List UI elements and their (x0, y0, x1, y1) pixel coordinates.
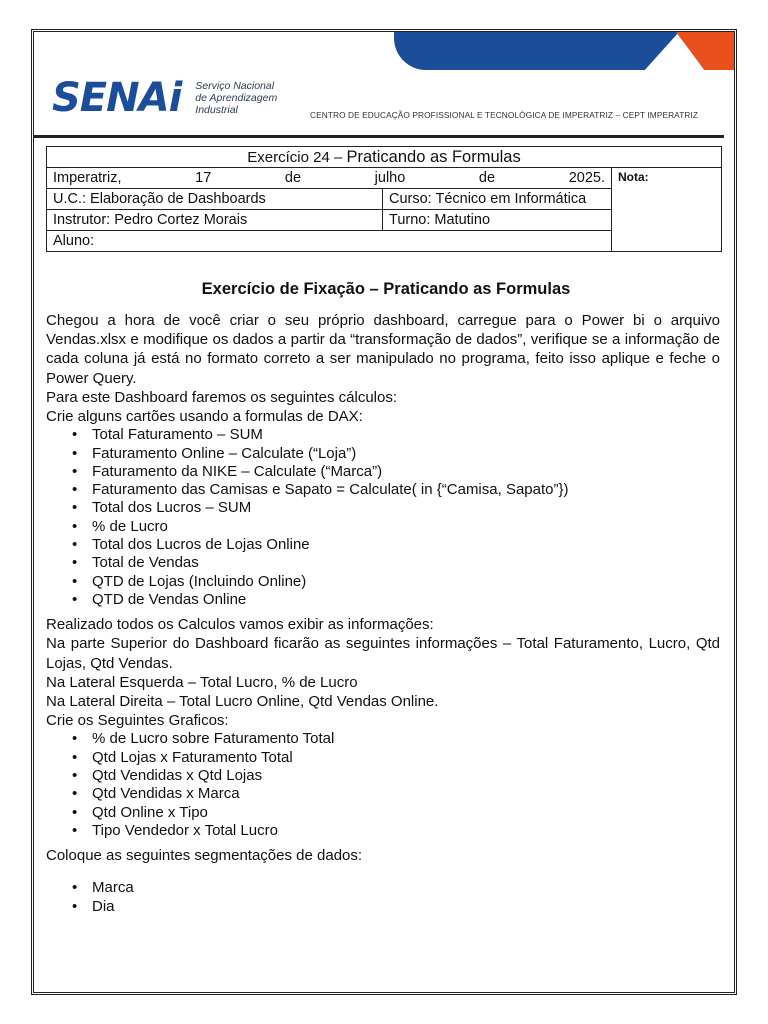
header-rule (34, 135, 724, 138)
list-item: • Total Faturamento – SUM (72, 426, 720, 444)
uc-cell: U.C.: Elaboração de Dashboards (47, 189, 383, 210)
slicers-list (72, 879, 720, 916)
logo-subtitle-line: de Aprendizagem (195, 92, 278, 104)
list-item: • QTD de Lojas (Incluindo Online) (72, 573, 720, 591)
list-item: • Tipo Vendedor x Total Lucro (72, 822, 720, 840)
graficos-intro: Crie os Seguintes Graficos: (46, 712, 229, 730)
list-item: • Qtd Online x Tipo (72, 804, 720, 822)
logo-subtitle-line: Industrial (195, 104, 238, 116)
date-part: de (478, 170, 496, 186)
date-part: julho (374, 170, 406, 186)
document-title: Exercício de Fixação – Praticando as Formulas (201, 280, 571, 298)
document-body (46, 280, 720, 916)
list-item: • % de Lucro sobre Faturamento Total (72, 730, 720, 748)
center-name: CENTRO DE EDUCAÇÃO PROFISSIONAL E TECNOLÓGICA DE IMPERATRIZ – CEPT IMPERATRIZ (310, 110, 699, 120)
aluno-field[interactable]: Aluno: (47, 231, 612, 252)
intro-paragraph: Chegou a hora de você criar o seu próprio dashboard, carregue para o Power bi o arquivo Vendas.xlsx e modifique os dados a partir da “transformação de dados”, verifique se a informação de cada coluna já está no formato correto a ser manipulado no programa, feito isso aplique e feche o Power Query. (46, 312, 720, 387)
instrutor-cell: Instrutor: Pedro Cortez Morais (47, 210, 383, 231)
cards-list (72, 426, 720, 609)
list-item: • Qtd Vendidas x Qtd Lojas (72, 767, 720, 785)
spacer (46, 865, 720, 879)
list-item: • Dia (72, 898, 720, 916)
list-item: • Total de Vendas (72, 554, 720, 572)
date-line (53, 170, 605, 186)
header-orange-stripe (676, 32, 734, 70)
turno-cell: Turno: Matutino (383, 210, 612, 231)
date-part: de (284, 170, 302, 186)
curso-cell: Curso: Técnico em Informática (383, 189, 612, 210)
logo-subtitle-line: Serviço Nacional (195, 80, 275, 92)
realizado-paragraph: Realizado todos os Calculos vamos exibir as informações: (46, 616, 434, 634)
logo-wordmark: SENAi (52, 75, 182, 121)
senai-logo (52, 75, 278, 121)
segmentacoes-intro: Coloque as seguintes segmentações de dados: (46, 847, 363, 865)
direita-paragraph: Na Lateral Direita – Total Lucro Online, Qtd Vendas Online. (46, 693, 439, 710)
list-item: • % de Lucro (72, 518, 720, 536)
charts-list (72, 730, 720, 840)
nota-cell[interactable]: Nota: (612, 168, 722, 252)
exercise-title-main: Praticando as Formulas (346, 147, 521, 166)
header-blue-stripe (394, 32, 679, 70)
document-header (34, 32, 734, 136)
exercise-title-prefix: Exercício 24 – (247, 148, 347, 166)
list-item: • Qtd Vendidas x Marca (72, 785, 720, 803)
exercise-info-table (46, 146, 722, 252)
list-item: • Faturamento das Camisas e Sapato = Calculate( in {“Camisa, Sapato”}) (72, 481, 720, 499)
esquerda-paragraph: Na Lateral Esquerda – Total Lucro, % de Lucro (46, 673, 358, 691)
logo-subtitle (195, 80, 277, 116)
list-item: • Qtd Lojas x Faturamento Total (72, 749, 720, 767)
cards-intro: Crie alguns cartões usando a formulas de DAX: (46, 408, 363, 426)
list-item: • Faturamento Online – Calculate (“Loja”) (72, 445, 720, 463)
exercise-title-cell (47, 147, 722, 168)
list-item: • Faturamento da NIKE – Calculate (“Marca”) (72, 463, 720, 481)
list-item: • Total dos Lucros de Lojas Online (72, 536, 720, 554)
date-part: Imperatriz, (53, 170, 122, 186)
date-part: 17 (195, 170, 212, 186)
calc-intro: Para este Dashboard faremos os seguintes cálculos: (46, 388, 398, 406)
list-item: • Total dos Lucros – SUM (72, 499, 720, 517)
date-part: 2025. (568, 170, 605, 186)
list-item: • QTD de Vendas Online (72, 591, 720, 609)
superior-paragraph: Na parte Superior do Dashboard ficarão as seguintes informações – Total Faturamento, Lucro, Qtd Lojas, Qtd Vendas. (46, 635, 720, 672)
list-item: • Marca (72, 879, 720, 897)
date-cell (47, 168, 612, 189)
